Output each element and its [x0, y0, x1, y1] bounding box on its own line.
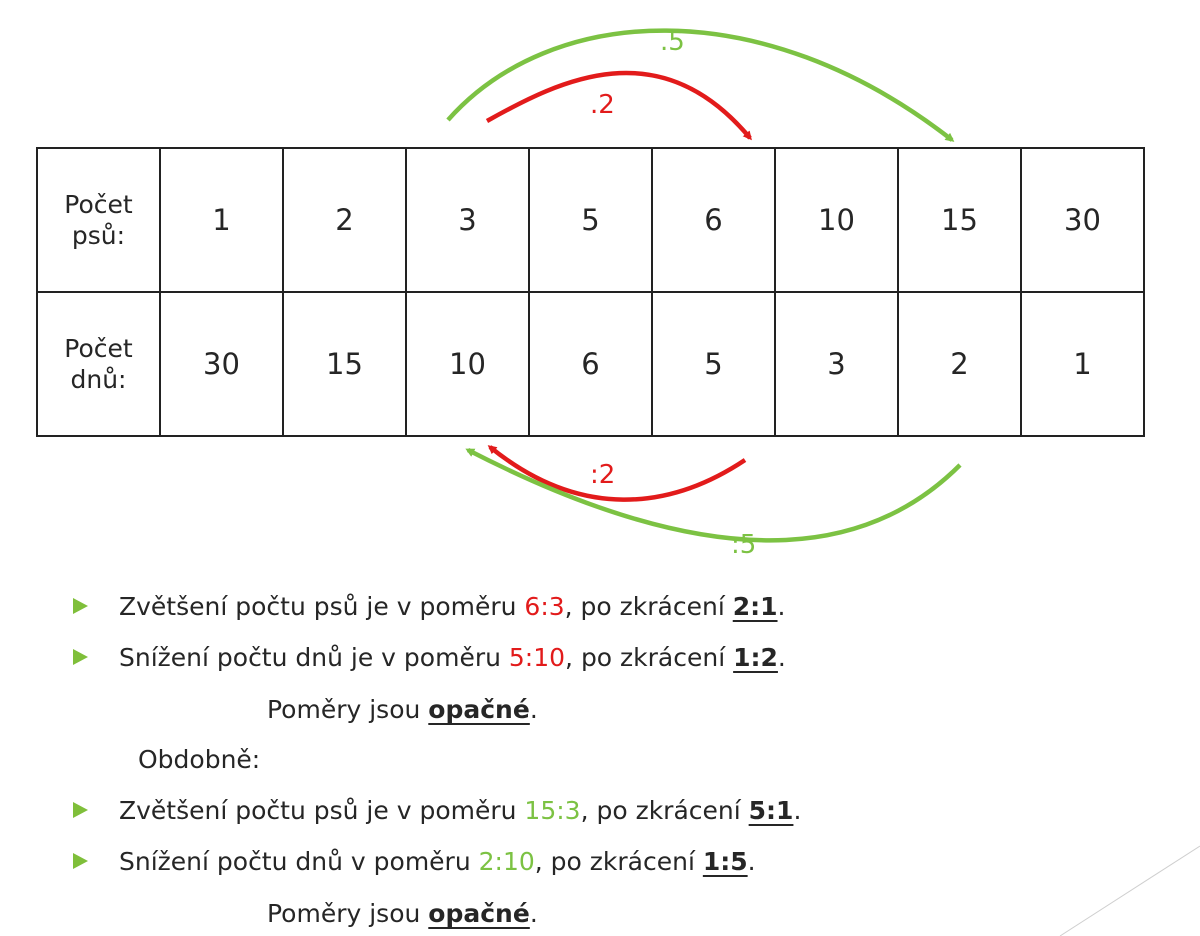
bullet-icon [73, 598, 88, 614]
table-cell: 5 [652, 292, 775, 436]
table-cell: 3 [406, 148, 529, 292]
reduced-ratio: 5:1 [748, 796, 794, 825]
reduced-ratio: 1:5 [702, 847, 748, 876]
corner-deco-line [1060, 846, 1200, 936]
bottom-green-label: :5 [731, 530, 757, 560]
keyword-opposite: opačné [428, 899, 530, 928]
bottom-red-arrow [490, 447, 745, 500]
table-cell: 15 [283, 292, 406, 436]
ratio-value: 2:10 [478, 847, 535, 876]
table-cell: 6 [652, 148, 775, 292]
table-cell: 10 [775, 148, 898, 292]
table-cell: 30 [1021, 148, 1144, 292]
reduced-ratio: 2:1 [732, 592, 778, 621]
table-cell: 3 [775, 292, 898, 436]
table-cell: 1 [160, 148, 283, 292]
ratio-table [36, 147, 1145, 437]
conclusion-opposite: Poměry jsou opačné. [267, 695, 538, 724]
bullet-icon [73, 802, 88, 818]
statement-days-decrease-2: Snížení počtu dnů v poměru 2:10, po zkrácení 1:5. [73, 846, 756, 878]
ratio-value: 5:10 [508, 643, 566, 672]
row-header-days: Počet dnů: [37, 292, 160, 436]
table-cell: 5 [529, 148, 652, 292]
statement-dogs-increase: Zvětšení počtu psů je v poměru 6:3, po zkrácení 2:1. [73, 591, 785, 623]
top-red-arrow [487, 73, 750, 138]
ratio-value: 15:3 [524, 796, 581, 825]
table-cell: 2 [898, 292, 1021, 436]
row-dogs [37, 148, 1144, 292]
top-green-label: .5 [660, 27, 685, 57]
statement-days-decrease: Snížení počtu dnů je v poměru 5:10, po zkrácení 1:2. [73, 642, 786, 674]
table-cell: 15 [898, 148, 1021, 292]
table-cell: 30 [160, 292, 283, 436]
ratio-value: 6:3 [524, 592, 565, 621]
table-cell: 2 [283, 148, 406, 292]
row-header-dogs: Počet psů: [37, 148, 160, 292]
keyword-opposite: opačné [428, 695, 530, 724]
bullet-icon [73, 649, 88, 665]
table-cell: 10 [406, 292, 529, 436]
table-cell: 1 [1021, 292, 1144, 436]
reduced-ratio: 1:2 [733, 643, 778, 672]
table-cell: 6 [529, 292, 652, 436]
bullet-icon [73, 853, 88, 869]
similarly-heading: Obdobně: [138, 745, 261, 774]
conclusion-opposite-2: Poměry jsou opačné. [267, 899, 538, 928]
row-days [37, 292, 1144, 436]
bottom-green-arrow [468, 450, 960, 540]
statement-dogs-increase-2: Zvětšení počtu psů je v poměru 15:3, po zkrácení 5:1. [73, 795, 801, 827]
top-red-label: .2 [590, 90, 615, 120]
top-green-arrow [448, 31, 952, 140]
bottom-red-label: :2 [590, 460, 616, 490]
